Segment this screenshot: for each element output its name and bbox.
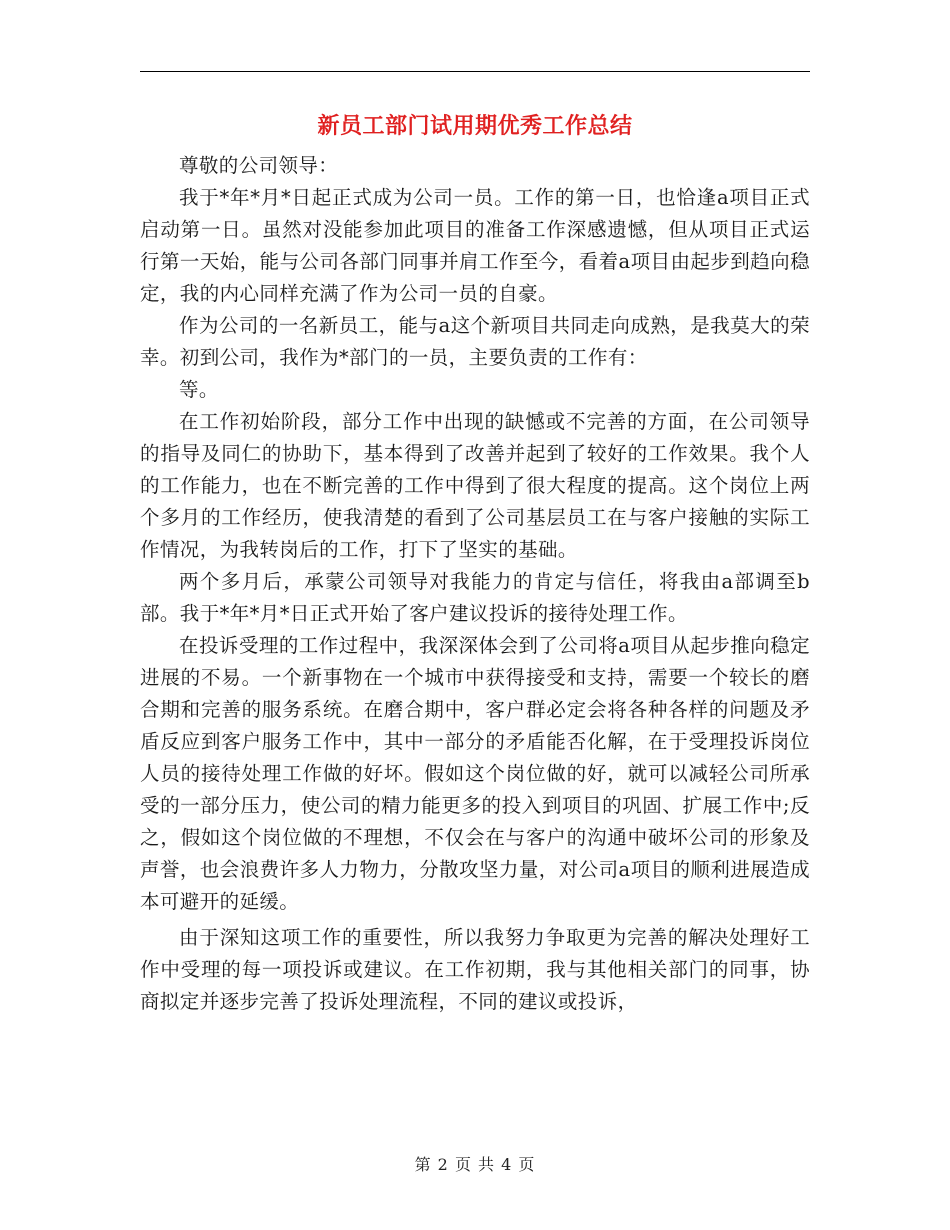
salutation: 尊敬的公司领导：: [179, 154, 339, 177]
header-rule: [140, 71, 810, 72]
page-number-footer: 第 2 页 共 4 页: [414, 1155, 536, 1174]
paragraph: 我于*年*月*日起正式成为公司一员。工作的第一日，也恰逢a项目正式启动第一日。虽然对没能参加此项目的准备工作深感遗憾，但从项目正式运行第一天始，能与公司各部门同事并肩工作至今，看着a项目由起步到趋向稳定，我的内心同样充满了作为公司一员的自豪。: [140, 186, 810, 305]
document-body: [140, 150, 810, 1018]
paragraph: 等。: [179, 378, 219, 401]
document-title: 新员工部门试用期优秀工作总结: [317, 113, 633, 139]
paragraph: 在投诉受理的工作过程中，我深深体会到了公司将a项目从起步推向稳定进展的不易。一个新事物在一个城市中获得接受和支持，需要一个较长的磨合期和完善的服务系统。在磨合期中，客户群必定会将各种各样的问题及矛盾反应到客户服务工作中，其中一部分的矛盾能否化解，在于受理投诉岗位人员的接待处理工作做的好坏。假如这个岗位做的好，就可以减轻公司所承受的一部分压力，使公司的精力能更多的投入到项目的巩固、扩展工作中;反之，假如这个岗位做的不理想，不仅会在与客户的沟通中破坏公司的形象及声誉，也会浪费许多人力物力，分散攻坚力量，对公司a项目的顺利进展造成本可避开的延缓。: [140, 634, 810, 913]
paragraph: 由于深知这项工作的重要性，所以我努力争取更为完善的解决处理好工作中受理的每一项投诉或建议。在工作初期，我与其他相关部门的同事，协商拟定并逐步完善了投诉处理流程，不同的建议或投诉，: [140, 926, 810, 1013]
paragraph: 两个多月后，承蒙公司领导对我能力的肯定与信任，将我由a部调至b部。我于*年*月*日正式开始了客户建议投诉的接待处理工作。: [140, 570, 810, 625]
paragraph: 在工作初始阶段，部分工作中出现的缺憾或不完善的方面，在公司领导的指导及同仁的协助下，基本得到了改善并起到了较好的工作效果。我个人的工作能力，也在不断完善的工作中得到了很大程度的提高。这个岗位上两个多月的工作经历，使我清楚的看到了公司基层员工在与客户接触的实际工作情况，为我转岗后的工作，打下了坚实的基础。: [140, 410, 810, 561]
paragraph: 作为公司的一名新员工，能与a这个新项目共同走向成熟，是我莫大的荣幸。初到公司，我作为*部门的一员，主要负责的工作有：: [140, 314, 810, 369]
